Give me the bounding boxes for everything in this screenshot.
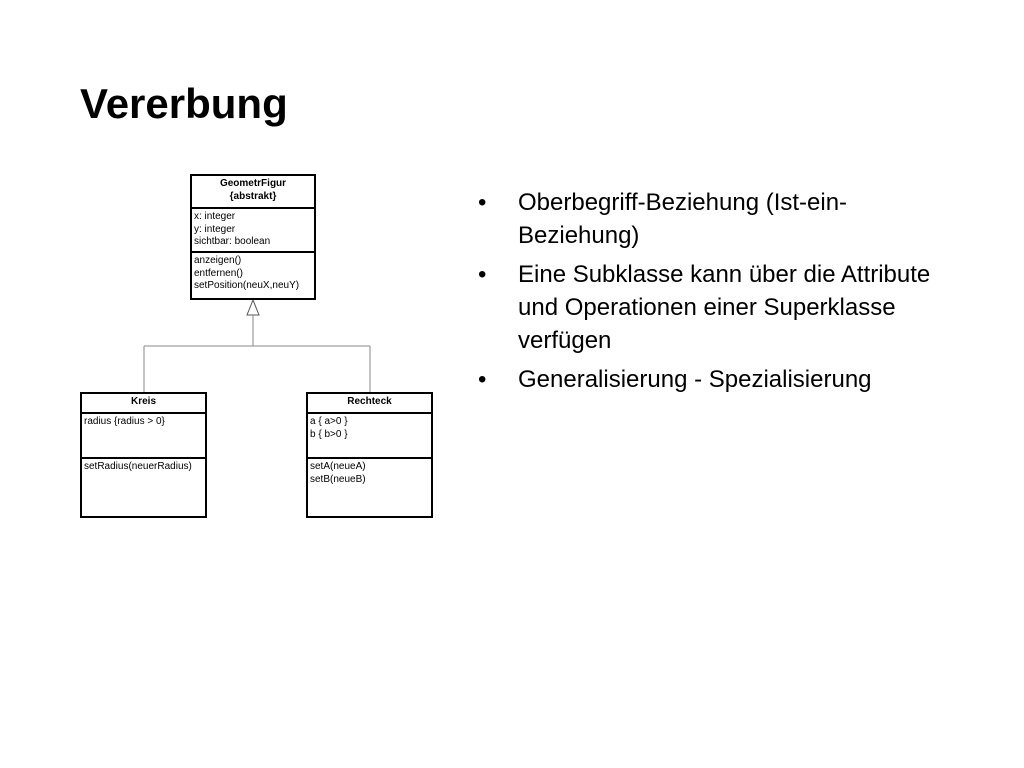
class-name-text: GeometrFigur xyxy=(219,178,287,189)
uml-attributes xyxy=(192,209,314,253)
operation: entfernen() xyxy=(194,267,243,279)
attribute: radius {radius > 0} xyxy=(84,416,165,427)
bullet-dot-icon: • xyxy=(478,261,487,288)
uml-class-kreis xyxy=(80,392,207,518)
uml-operations xyxy=(82,459,205,516)
bullet-item xyxy=(478,186,968,252)
operation: setPosition(neuX,neuY) xyxy=(194,280,300,291)
uml-class-rechteck xyxy=(306,392,433,518)
class-stereotype: {abstrakt} xyxy=(229,190,277,202)
bullet-text: Oberbegriff-Beziehung (Ist-ein-Beziehung) xyxy=(518,189,848,249)
attribute: sichtbar: boolean xyxy=(194,236,271,247)
class-name-text: Kreis xyxy=(130,396,156,407)
uml-class-geometrfigur xyxy=(190,174,316,300)
operation: setA(neueA) xyxy=(310,461,366,472)
bullet-item xyxy=(478,258,968,357)
attribute: b { b>0 } xyxy=(310,428,348,440)
uml-operations xyxy=(192,253,314,298)
uml-operations xyxy=(308,459,431,516)
attribute: a { a>0 } xyxy=(310,416,348,427)
bullet-dot-icon: • xyxy=(478,366,487,393)
bullet-list xyxy=(478,186,968,402)
uml-class-name xyxy=(308,394,431,414)
bullet-text: Eine Subklasse kann über die Attribute und Operationen einer Superklasse verfügen xyxy=(518,261,931,354)
uml-class-name xyxy=(82,394,205,414)
attribute: y: integer xyxy=(194,223,236,235)
uml-attributes xyxy=(308,414,431,459)
attribute: x: integer xyxy=(194,211,236,222)
operation: setRadius(neuerRadius) xyxy=(84,461,192,472)
class-name-text: Rechteck xyxy=(347,396,392,407)
bullet-item xyxy=(478,363,968,396)
generalization-arrow-icon xyxy=(247,300,259,315)
bullet-dot-icon: • xyxy=(478,189,487,216)
operation: setB(neueB) xyxy=(310,473,366,485)
uml-attributes xyxy=(82,414,205,459)
bullet-text: Generalisierung - Spezialisierung xyxy=(518,366,872,393)
operation: anzeigen() xyxy=(194,255,242,266)
uml-class-name xyxy=(192,176,314,209)
slide-title: Vererbung xyxy=(80,80,288,127)
